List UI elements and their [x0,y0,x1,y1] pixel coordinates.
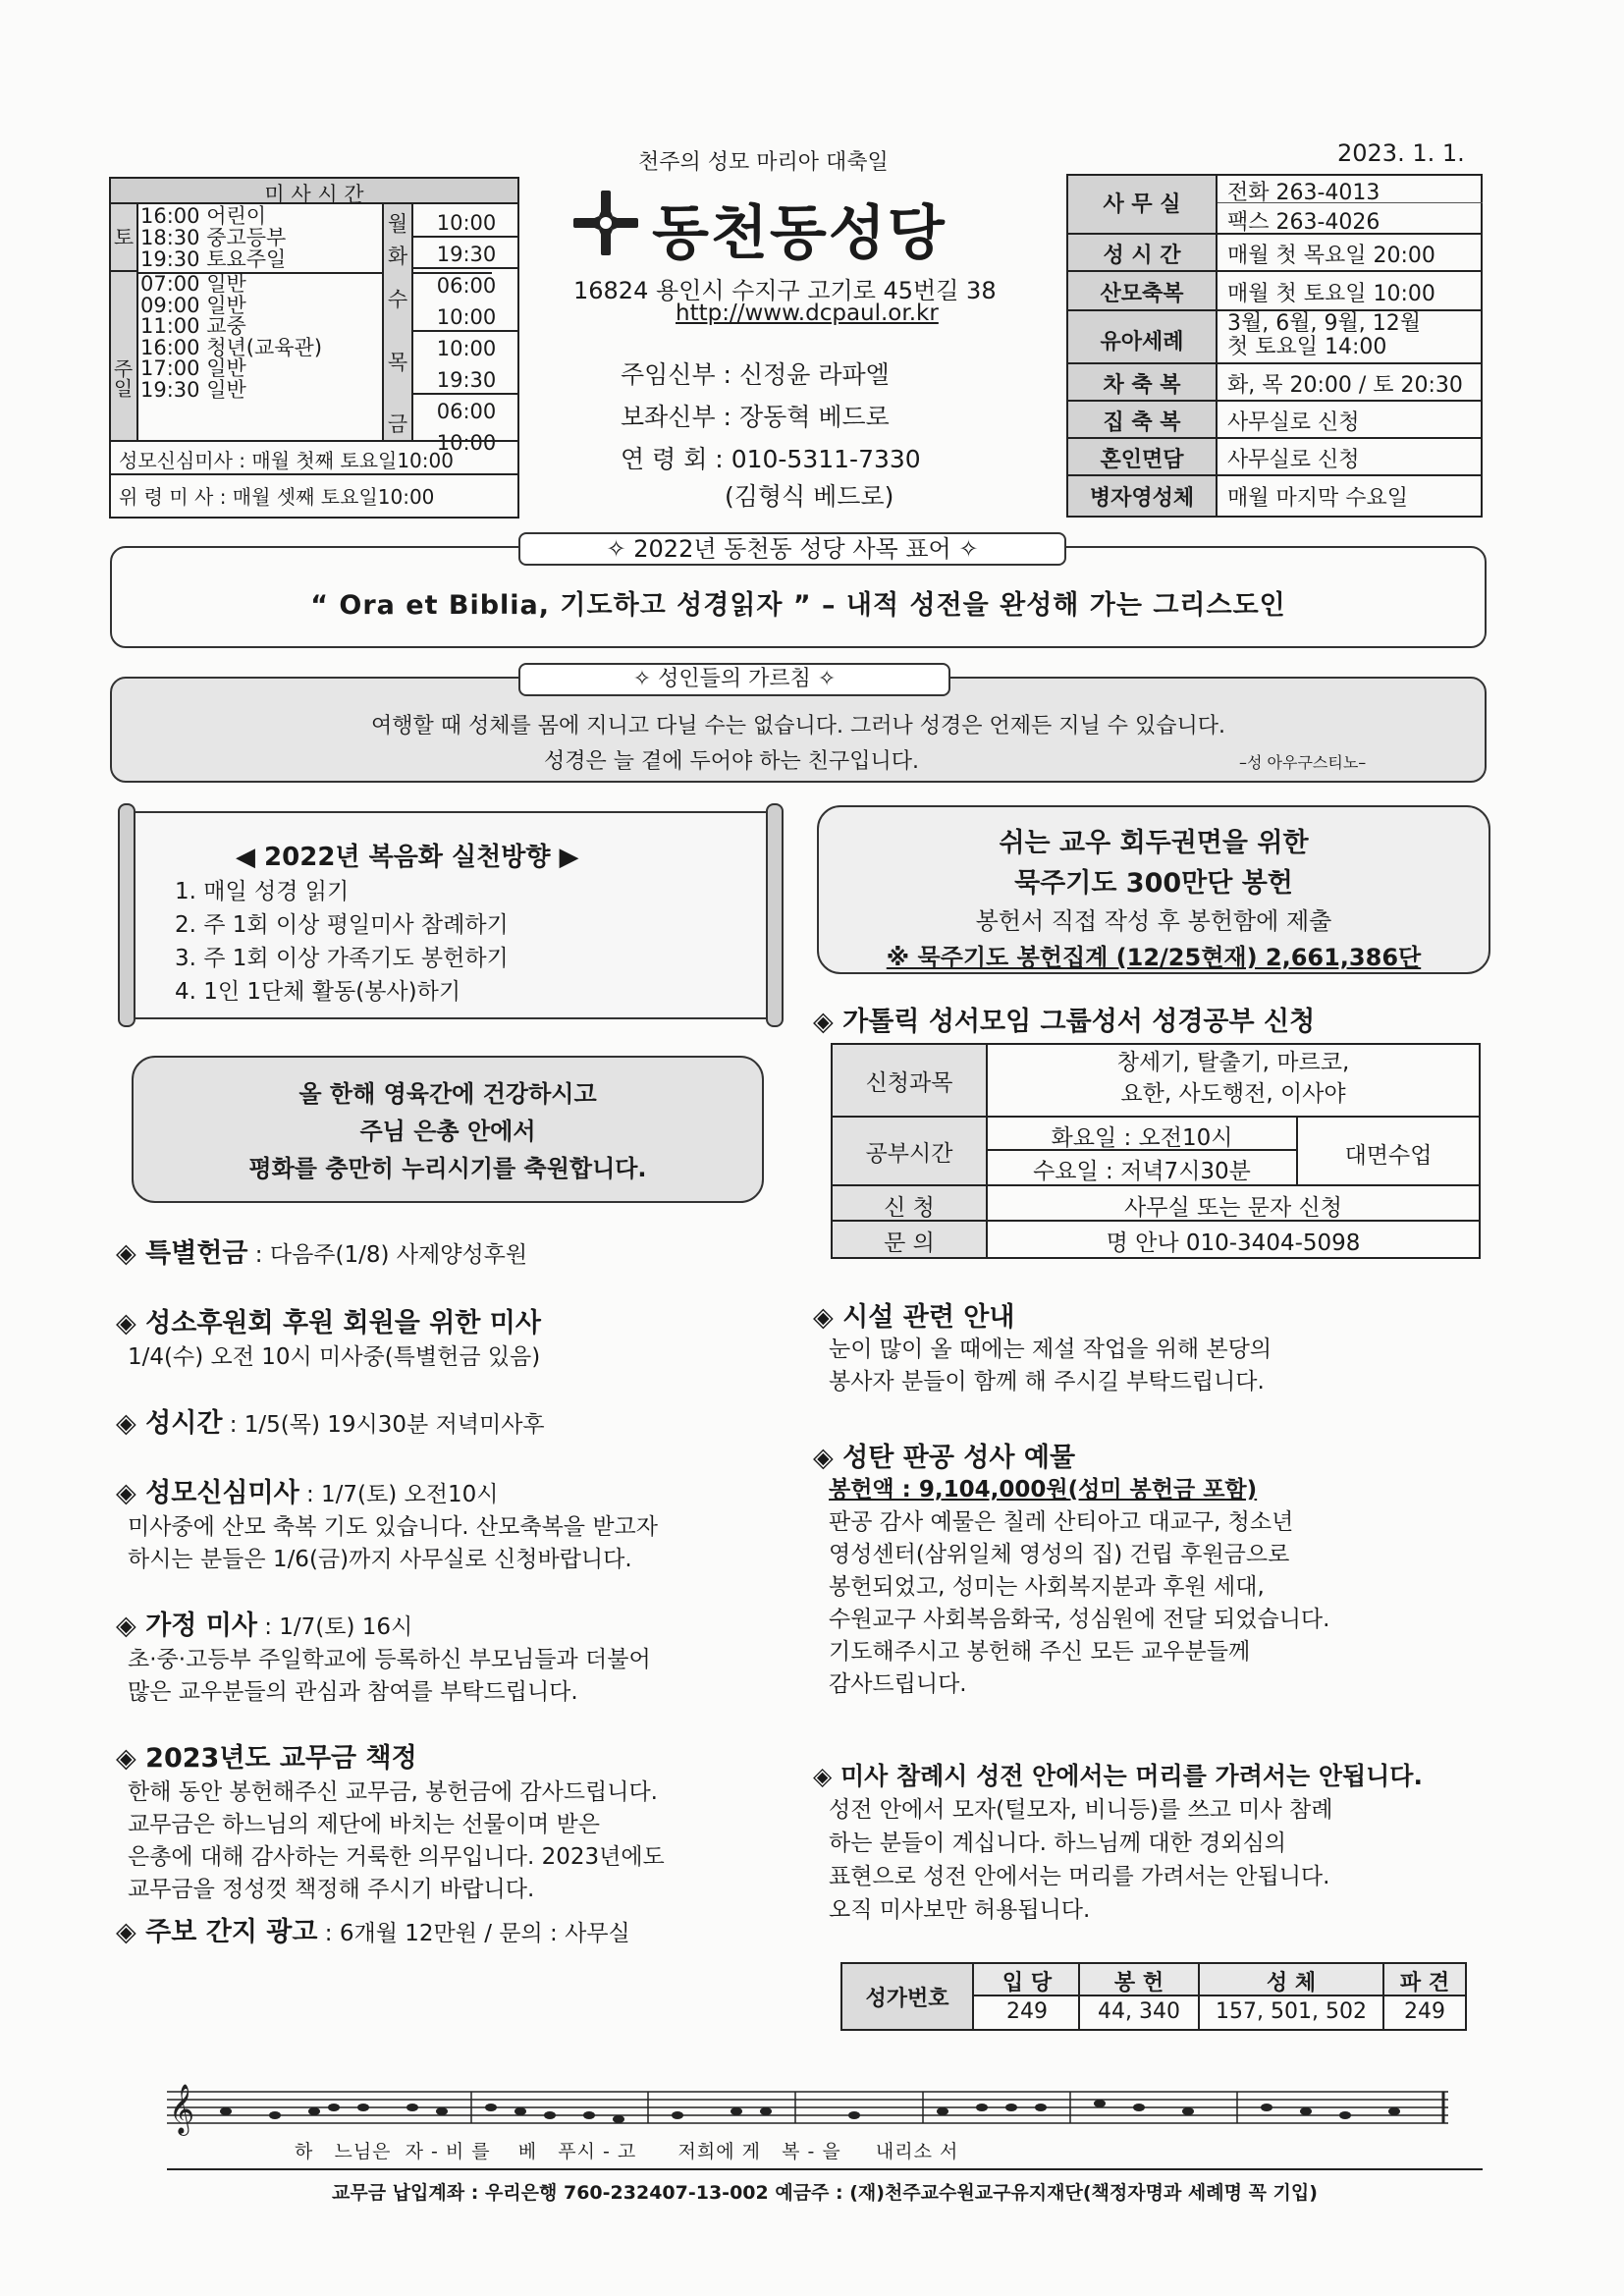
christmas-amount: 봉헌액 : 9,104,000원(성미 봉헌금 포함) [829,1477,1258,1503]
hymn-lyrics: 하 느님은 자 - 비 를 베 푸시 - 고 저희에 게 복 - 을 내리소 서 [295,2141,959,2162]
rosary-campaign-box [817,805,1490,974]
saturday-label: 토 [111,204,138,272]
hymn-number-table [840,1962,1467,2031]
staff-note: (김형식 베드로) [725,482,894,511]
special-mass-2: 위 령 미 사 : 매월 셋째 토요일10:00 [119,485,435,509]
notice-body-line: 한해 동안 봉헌해주신 교무금, 봉헌금에 감사드립니다. [128,1779,658,1805]
weekday-times [417,207,515,459]
bible-study-mode: 대면수업 [1344,1143,1433,1169]
hymn-header-communion: 성 체 [1266,1971,1317,1995]
office-value: 매월 마지막 수요일 [1227,486,1409,511]
facility-notice: ◈ 시설 관련 안내 눈이 많이 올 때에는 제설 작업을 위해 본당의 봉사자 분들이 함께 해 주시길 부탁드립니다. [813,1301,1272,1398]
weekday-wed: 수 [387,288,408,311]
weekday-time: 19:30 [436,243,497,266]
bible-study-time-1: 화요일 : 오전10시 [1051,1125,1233,1151]
notice-bulletin-ad: ◈ 주보 간지 광고 : 6개월 12만원 / 문의 : 사무실 [116,1917,630,1947]
blessing-line: 평화를 충만히 누리시기를 축원합니다. [248,1155,647,1182]
bible-study-title: ◈ 가톨릭 성서모임 그룹성서 성경공부 신청 [813,1007,1316,1037]
office-label: 혼인면담 [1100,448,1184,472]
weekday-time: 10:00 [436,211,497,235]
hymn-header-offertory: 봉 헌 [1113,1971,1164,1995]
saturday-mass-list [140,205,347,270]
sunday-mass-list [140,274,356,401]
rosary-line-4: ※ 묵주기도 봉헌집계 (12/25현재) 2,661,386단 [886,944,1422,971]
rosary-line-1: 쉬는 교우 회두권면을 위한 [999,828,1309,858]
hymn-dismissal: 249 [1404,1999,1445,2024]
left-notices [116,1237,803,1950]
weekday-tue: 화 [387,245,408,268]
motto-title: ✧ 2022년 동천동 성당 사목 표어 ✧ [518,532,1066,566]
hymn-header-dismissal: 파 견 [1399,1971,1450,1995]
bible-study-label: 신청과목 [865,1070,953,1096]
new-year-blessing-box [132,1056,764,1203]
office-label: 유아세례 [1100,330,1184,355]
blessing-line: 주님 은총 안에서 [359,1118,536,1145]
staff-item: 연 령 회 : 010-5311-7330 [621,445,921,473]
parish-name: 동천동성당 [652,199,947,268]
evangelization-item: 3. 주 1회 이상 가족기도 봉헌하기 [175,946,509,971]
staff-item: 주임신부 : 신정윤 라파엘 [621,360,890,389]
hymn-label: 성가번호 [842,1964,974,2029]
christmas-body-line: 기도해주시고 봉헌해 주신 모든 교우분들께 [829,1639,1251,1665]
christmas-body-line: 영성센터(삼위일체 영성의 집) 건립 후원금으로 [829,1542,1290,1567]
bible-study-apply: 사무실 또는 문자 신청 [1124,1195,1342,1221]
notice-body-line: 하시는 분들은 1/6(금)까지 사무실로 신청바랍니다. [128,1547,632,1572]
blessing-line: 올 한해 영육간에 건강하시고 [298,1080,597,1108]
mass-time-item: 19:30 일반 [140,377,246,402]
hat-body-line: 표현으로 성전 안에서는 머리를 가려서는 안됩니다. [829,1864,1330,1889]
office-label: 성 시 간 [1103,244,1181,268]
staff-item: 보좌신부 : 장동혁 베드로 [621,403,890,431]
bible-study-contact: 명 안나 010-3404-5098 [1106,1230,1361,1256]
office-value: 사무실로 신청 [1227,410,1360,435]
office-value: 화, 목 20:00 / 토 20:30 [1227,373,1463,398]
christmas-body-line: 판공 감사 예물은 칠레 산티아고 대교구, 청소년 [829,1509,1294,1535]
parish-address: 16824 용인시 수지구 고기로 45번길 38 [573,277,997,304]
rosary-line-3: 봉헌서 직접 작성 후 봉헌함에 제출 [975,907,1332,935]
mass-time-item: 16:00 어린이 [140,204,267,228]
mass-time-item: 07:00 일반 [140,272,246,296]
notice-body-line: 교무금은 하느님의 제단에 바치는 선물이며 받은 [128,1812,600,1837]
saints-line-1: 여행할 때 성체를 몸에 지니고 다닐 수는 없습니다. 그러나 성경은 언제든 지닐 수 있습니다. [371,714,1225,738]
bible-study-label: 공부시간 [865,1141,953,1167]
office-label: 집 축 복 [1103,410,1181,435]
weekday-time: 10:00 [436,337,497,360]
saints-source: –성 아우구스티노– [1239,753,1367,772]
notice-special-offering: ◈ 특별헌금 : 다음주(1/8) 사제양성후원 [116,1238,528,1269]
weekday-time: 10:00 [436,305,497,329]
saints-title: ✧ 성인들의 가르침 ✧ [518,663,950,696]
notice-marian-mass: ◈ 성모신심미사 : 1/7(토) 오전10시 [116,1478,499,1508]
mass-time-item: 19:30 토요주일 [140,247,287,271]
office-label: 차 축 복 [1103,373,1181,398]
weekday-thu: 목 [387,351,408,374]
weekday-time: 06:00 [436,400,497,423]
mass-times-table [109,177,519,519]
office-value: 사무실로 신청 [1227,448,1360,472]
christmas-body-line: 감사드립니다. [829,1671,967,1697]
office-value: 전화 263-4013 [1227,181,1380,205]
weekday-time: 19:30 [436,368,497,392]
notice-family-mass: ◈ 가정 미사 : 1/7(토) 16시 [116,1611,413,1641]
hymn-header-entrance: 입 당 [1001,1971,1053,1995]
mass-time-item: 11:00 교중 [140,314,246,338]
sunday-label: 주일 [111,272,138,440]
office-value: 매월 첫 목요일 20:00 [1227,244,1435,268]
notice-body-line: 미사중에 산모 축복 기도 있습니다. 산모축복을 받고자 [128,1514,658,1540]
office-label: 사 무 실 [1103,192,1181,217]
hymn-offertory: 44, 340 [1098,1999,1180,2024]
notice-church-dues: ◈ 2023년도 교무금 책정 [116,1743,417,1774]
hat-body-line: 성전 안에서 모자(털모자, 비니등)를 쓰고 미사 참례 [829,1797,1333,1823]
mass-time-item: 16:00 청년(교육관) [140,335,323,359]
footer-account-info: 교무금 납입계좌 : 우리은행 760-232407-13-002 예금주 : (재)천주교수원교구유지재단(책정자명과 세례명 꼭 기입) [332,2182,1318,2204]
bible-study-time-2: 수요일 : 저녁7시30분 [1033,1159,1251,1184]
notice-body-line: 교무금을 정성껏 책정해 주시기 바랍니다. [128,1877,535,1902]
facility-body-line: 봉사자 분들이 함께 해 주시길 부탁드립니다. [829,1369,1265,1394]
notice-vocation-mass: ◈ 성소후원회 후원 회원을 위한 미사 [116,1308,541,1339]
bible-study-label: 문 의 [884,1230,935,1256]
weekday-mon: 월 [387,212,408,236]
feast-title: 천주의 성모 마리아 대축일 [638,150,889,175]
office-value: 팩스 263-4026 [1227,210,1380,235]
evangelization-list [175,875,509,1009]
motto-text: “ Ora et Biblia, 기도하고 성경읽자 ” – 내적 성전을 완성해 가는 그리스도인 [310,590,1286,621]
bible-study-label: 신 청 [884,1195,935,1221]
weekday-fri: 금 [387,412,408,436]
office-label: 병자영성체 [1089,486,1195,511]
office-value: 매월 첫 토요일 10:00 [1227,282,1435,306]
scroll-rod-right [766,803,784,1027]
rosary-line-2: 묵주기도 300만단 봉헌 [1014,868,1293,899]
staff-list [621,354,921,480]
christmas-body-line: 봉헌되었고, 성미는 사회복지분과 후원 세대, [829,1574,1265,1600]
office-info-table [1066,174,1483,518]
facility-body-line: 눈이 많이 올 때에는 제설 작업을 위해 본당의 [829,1337,1272,1362]
evangelization-item: 4. 1인 1단체 활동(봉사)하기 [175,979,461,1005]
christmas-body-line: 수원교구 사회복음화국, 성심원에 전달 되었습니다. [829,1607,1330,1632]
parish-website-link[interactable]: http://www.dcpaul.or.kr [676,301,939,326]
bible-study-subjects: 창세기, 탈출기, 마르코, 요한, 사도행전, 이사야 [1116,1050,1350,1107]
weekday-time: 06:00 [436,274,497,298]
hat-notice: ◈ 미사 참례시 성전 안에서는 머리를 가려서는 안됩니다. 성전 안에서 모자(털모자, 비니등)를 쓰고 미사 참례 하는 분들이 계십니다. 하느님께 대한 경외심의 표현으로 성전 안에서는 머리를 가려서는 안됩니다. 오직 미사보만 허용됩니다. [813,1760,1423,1927]
hat-body-line: 하는 분들이 계십니다. 하느님께 대한 경외심의 [829,1831,1287,1856]
cross-logo-icon [569,187,642,259]
notice-body-line: 1/4(수) 오전 10시 미사중(특별헌금 있음) [128,1344,541,1370]
hat-body-line: 오직 미사보만 허용됩니다. [829,1897,1091,1923]
evangelization-item: 2. 주 1회 이상 평일미사 참례하기 [175,912,509,938]
mass-time-item: 18:30 중고등부 [140,226,287,249]
office-value: 3월, 6월, 9월, 12월 첫 토요일 14:00 [1227,311,1421,359]
issue-date: 2023. 1. 1. [1337,139,1465,167]
weekday-time: 10:00 [436,431,497,455]
mass-time-item: 09:00 일반 [140,293,246,317]
evangelization-item: 1. 매일 성경 읽기 [175,879,350,904]
notice-body-line: 은총에 대해 감사하는 거룩한 의무입니다. 2023년에도 [128,1844,665,1870]
hymn-communion: 157, 501, 502 [1216,1999,1367,2024]
notice-body-line: 많은 교우분들의 관심과 참여를 부탁드립니다. [128,1679,578,1705]
bible-study-table [831,1043,1481,1259]
notice-holy-hour: ◈ 성시간 : 1/5(목) 19시30분 저녁미사후 [116,1408,545,1439]
scroll-rod-left [118,803,135,1027]
mass-times-title: 미 사 시 간 [111,179,517,204]
mass-time-item: 17:00 일반 [140,356,246,380]
christmas-offering-notice: ◈ 성탄 판공 성사 예물 봉헌액 : 9,104,000원(성미 봉헌금 포함) 판공 감사 예물은 칠레 산티아고 대교구, 청소년 영성센터(삼위일체 영성의 집) 건립 후원금으로 봉헌되었고, 성미는 사회복지분과 후원 세대, 수원교구 사회복음화국, 성심원에 전달 되었습니다. 기도해주시고 봉헌해 주신 모든 교우분들께 감사드립니다. [813,1442,1329,1701]
office-label: 산모축복 [1100,282,1184,306]
evangelization-title: ◀ 2022년 복음화 실천방향 ▶ [236,843,579,872]
special-mass-1: 성모신심미사 : 매월 첫째 토요일10:00 [119,449,454,472]
notice-body-line: 초·중·고등부 주일학교에 등록하신 부모님들과 더불어 [128,1647,651,1672]
saints-line-2: 성경은 늘 곁에 두어야 하는 친구입니다. [544,749,919,774]
hymn-entrance: 249 [1006,1999,1048,2024]
svg-text:𝄞: 𝄞 [169,2084,195,2134]
